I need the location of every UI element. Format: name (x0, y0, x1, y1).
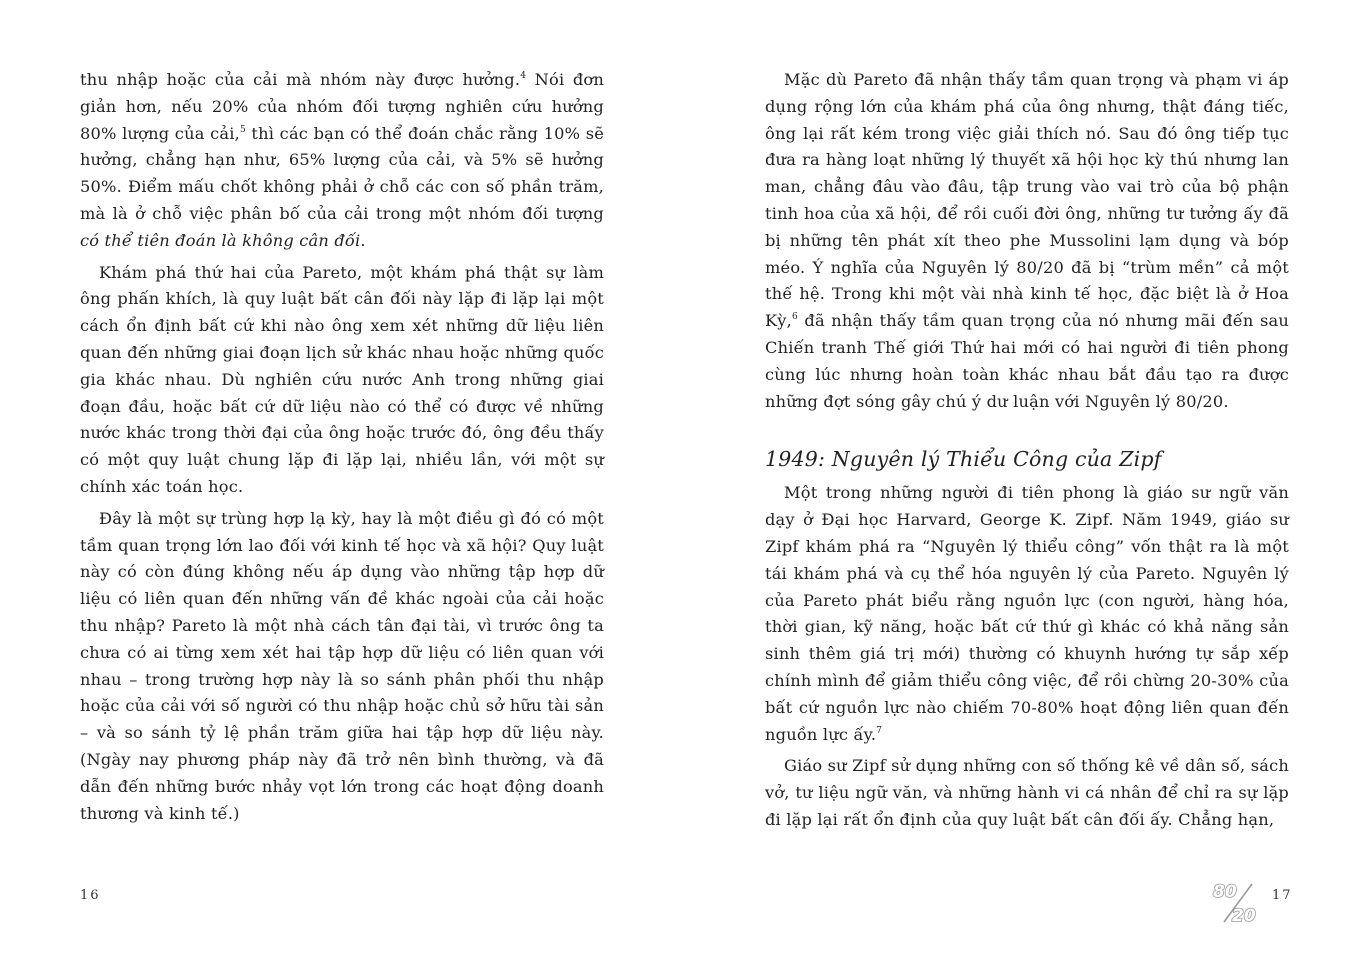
right-paragraphs-before-heading (765, 67, 1289, 415)
paragraph-text: Đây là một sự trùng hợp lạ kỳ, hay là một điều gì đó có một tầm quan trọng lớn lao đối với kinh tế học và xã hội? Quy luật này có còn đúng không nếu áp dụng vào những tập hợp dữ liệu có liên quan đến những vấn đề khác ngoài của cải hoặc thu nhập? Pareto là một nhà cách tân đại tài, vì trước ông ta chưa có ai từng xem xét hai tập hợp dữ liệu có liên quan với nhau – trong trường hợp này là so sánh phân phối thu nhập hoặc của cải với số người có thu nhập hoặc chủ sở hữu tài sản – và so sánh tỷ lệ phần trăm giữa hai tập hợp dữ liệu này. (Ngày nay phương pháp này đã trở nên bình thường, và đã dẫn đến những bước nhảy vọt lớn trong các hoạt động doanh thương và kinh tế.) (80, 508, 604, 823)
paragraph-text: Nói đơn giản hơn, nếu 20% của nhóm đối tượng nghiên cứu hưởng 80% lượng của cải, (80, 70, 604, 143)
italic-text: có thể tiên đoán là không cân đối (80, 230, 361, 250)
paragraph (765, 67, 1289, 415)
footnote-marker: 7 (876, 725, 883, 736)
right-page (685, 0, 1370, 969)
paragraph-text: thì các bạn có thể đoán chắc rằng 10% sẽ hưởng, chẳng hạn như, 65% lượng của cải, và 5% sẽ hưởng 50%. Điểm mấu chốt không phải ở chỗ các con số phần trăm, mà là ở chỗ việc phân bố của cải trong một nhóm đối tượng (80, 123, 604, 223)
footnote-marker: 4 (520, 71, 527, 81)
paragraph (765, 480, 1289, 748)
paragraph-text: đã nhận thấy tầm quan trọng của nó nhưng mãi đến sau Chiến tranh Thế giới Thứ hai mới có hai người đi tiên phong cùng lúc nhưng hoàn toàn khác nhau bắt đầu tạo ra được những đợt sóng gây chú ý dư luận với Nguyên lý 80/20. (765, 311, 1289, 411)
paragraph (765, 753, 1289, 833)
left-page-body (80, 67, 604, 827)
paragraph-text: Một trong những người đi tiên phong là giáo sư ngữ văn dạy ở Đại học Harvard, George K. Zipf. Năm 1949, giáo sư Zipf khám phá ra “Nguyên lý thiểu công” vốn thật ra là một tái khám phá và cụ thể hóa nguyên lý của Pareto. Nguyên lý của Pareto phát biểu rằng nguồn lực (con người, hàng hóa, thời gian, kỹ năng, hoặc bất cứ thứ gì khác có khả năng sản sinh thêm giá trị mới) thường có khuynh hướng tự sắp xếp chính mình để giảm thiểu công việc, để rồi chừng 20-30% của bất cứ nguồn lực nào chiếm 70-80% hoạt động liên quan đến nguồn lực ấy. (765, 483, 1289, 744)
logo-top-number: 80 (1213, 882, 1237, 902)
paragraph-text: thu nhập hoặc của cải mà nhóm này được hưởng. (80, 70, 521, 89)
right-paragraphs-after-heading (765, 480, 1289, 833)
paragraph-text: . (360, 230, 366, 250)
80-20-logo-icon (1210, 878, 1265, 926)
footnote-marker: 6 (791, 312, 798, 323)
paragraph-text: Khám phá thứ hai của Pareto, một khám phá thật sự làm ông phấn khích, là quy luật bất cân đối này lặp đi lặp lại một cách ổn định bất cứ khi nào ông xem xét những dữ liệu liên quan đến những giai đoạn lịch sử khác nhau hoặc những quốc gia khác nhau. Dù nghiên cứu nước Anh trong những giai đoạn đầu, hoặc bất cứ dữ liệu nào có thể có được về những nước khác trong thời đại của ông hoặc trước đó, ông đều thấy có một quy luật chung lặp đi lặp lại, nhiều lần, với một sự chính xác toán học. (80, 262, 604, 496)
right-page-body (765, 67, 1289, 834)
page-number-right: 17 (1272, 888, 1293, 903)
paragraph (80, 67, 604, 255)
section-heading: 1949: Nguyên lý Thiểu Công của Zipf (765, 447, 1162, 472)
logo-bottom-number: 20 (1232, 906, 1256, 926)
paragraph-text: Mặc dù Pareto đã nhận thấy tầm quan trọng và phạm vi áp dụng rộng lớn của khám phá của ông nhưng, thật đáng tiếc, ông lại rất kém trong việc giải thích nó. Sau đó ông tiếp tục đưa ra hàng loạt những lý thuyết xã hội học kỳ thú nhưng lan man, chẳng đâu vào đâu, tập trung vào vai trò của bộ phận tinh hoa của xã hội, để rồi cuối đời ông, những tư tưởng ấy đã bị những tên phát xít theo phe Mussolini lạm dụng và bóp méo. Ý nghĩa của Nguyên lý 80/20 đã bị “trùm mền” cả một thế hệ. Trong khi một vài nhà kinh tế học, đặc biệt là ở Hoa Kỳ, (765, 70, 1289, 331)
page-number-left: 16 (80, 888, 101, 903)
paragraph (80, 506, 604, 828)
footnote-marker: 5 (239, 124, 246, 135)
paragraph-text: Giáo sư Zipf sử dụng những con số thống kê về dân số, sách vở, tư liệu ngữ văn, và những hành vi cá nhân để chỉ ra sự lặp đi lặp lại rất ổn định của quy luật bất cân đối ấy. Chẳng hạn, (765, 756, 1289, 829)
paragraph (80, 260, 604, 501)
